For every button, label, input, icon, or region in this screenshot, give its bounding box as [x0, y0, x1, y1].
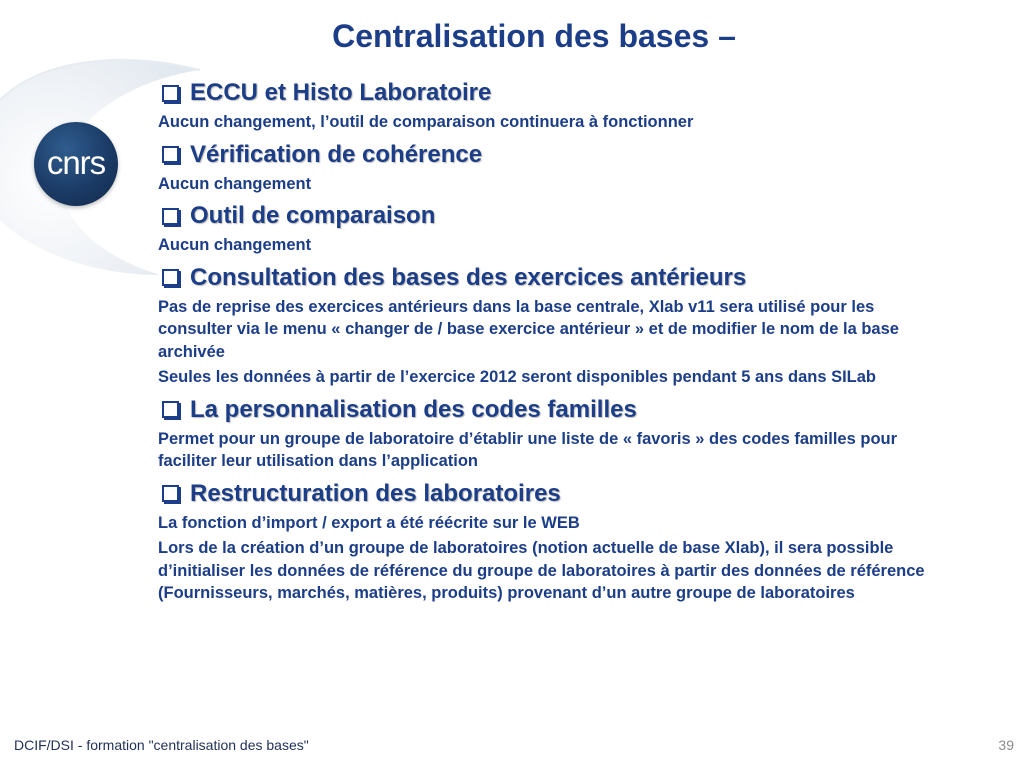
- section-paragraph: Permet pour un groupe de laboratoire d’établir une liste de « favoris » des codes familles pour faciliter leur utilisation dans l’application: [158, 429, 898, 470]
- checkbox-bullet-icon: [162, 401, 179, 418]
- checkbox-bullet-icon: [162, 485, 179, 502]
- section-heading: [158, 263, 953, 293]
- section-heading: [158, 201, 953, 231]
- section-heading-text: Consultation des bases des exercices antérieurs: [190, 263, 747, 291]
- section-personnalisation: [158, 395, 953, 473]
- page-number: 39: [998, 737, 1014, 753]
- section-heading-text: ECCU et Histo Laboratoire: [190, 79, 492, 106]
- section-eccu: [158, 78, 953, 134]
- cnrs-logo: [34, 122, 118, 206]
- section-paragraph: Seules les données à partir de l’exercice 2012 seront disponibles pendant 5 ans dans SILab: [158, 368, 877, 386]
- section-heading-text: Outil de comparaison: [190, 202, 436, 229]
- checkbox-bullet-icon: [162, 146, 179, 163]
- section-restructuration: [158, 479, 953, 605]
- checkbox-bullet-icon: [162, 208, 179, 225]
- section-consultation: [158, 263, 953, 389]
- section-paragraph: Aucun changement: [158, 174, 312, 193]
- section-heading: [158, 479, 953, 509]
- section-heading: [158, 78, 953, 108]
- section-heading: [158, 395, 953, 425]
- logo-text: cnrs: [46, 143, 106, 181]
- content-list: [158, 78, 953, 605]
- footer-text: DCIF/DSI - formation "centralisation des bases": [14, 737, 309, 753]
- section-heading: [158, 140, 953, 170]
- section-paragraph: Aucun changement: [158, 236, 312, 254]
- section-paragraph: Aucun changement, l’outil de comparaison continuera à fonctionner: [158, 113, 694, 131]
- section-heading-text: Restructuration des laboratoires: [190, 479, 561, 507]
- section-verification: [158, 140, 953, 196]
- section-paragraph: La fonction d’import / export a été réécrite sur le WEB: [158, 513, 580, 532]
- slide-title: Centralisation des bases –: [332, 18, 736, 54]
- section-outil-comparaison: [158, 201, 953, 257]
- section-paragraph: Pas de reprise des exercices antérieurs dans la base centrale, Xlab v11 sera utilisé pour les consulter via le menu « changer de / base exercice antérieur » et de modifier le nom de la base archivée: [158, 297, 899, 361]
- section-heading-text: Vérification de cohérence: [190, 140, 483, 168]
- checkbox-bullet-icon: [162, 269, 179, 286]
- section-heading-text: La personnalisation des codes familles: [190, 395, 637, 423]
- checkbox-bullet-icon: [162, 85, 179, 102]
- section-paragraph: Lors de la création d’un groupe de laboratoires (notion actuelle de base Xlab), il sera possible d’initialiser les données de référence du groupe de laboratoires à partir des données de référence (Fournisseurs, marchés, matières, produits) provenant d’un autre groupe de laboratoires: [158, 539, 925, 602]
